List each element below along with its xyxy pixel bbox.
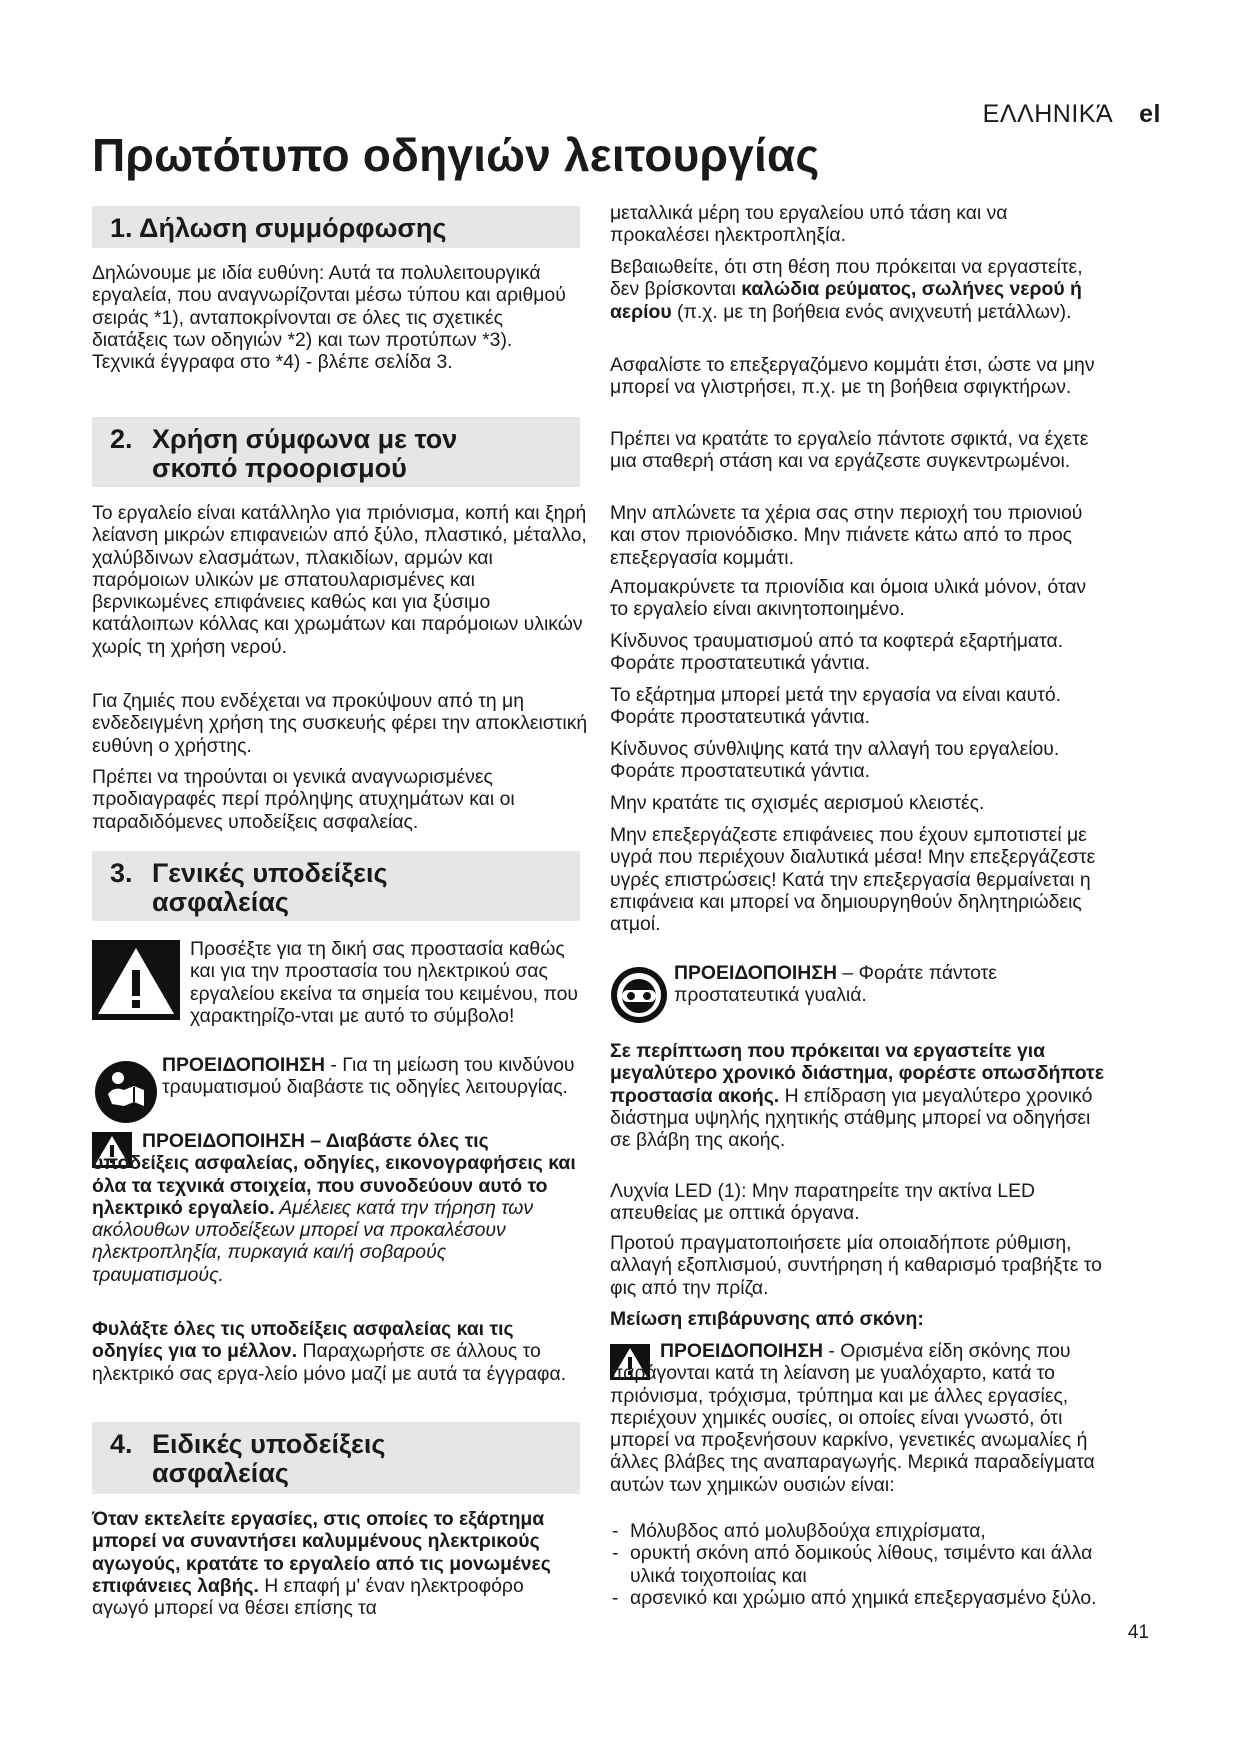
language-code: el [1139, 100, 1161, 128]
right-paragraph-1: μεταλλικά μέρη του εργαλείου υπό τάση και να προκαλέσει ηλεκτροπληξία. [610, 202, 1008, 247]
page-title: Πρωτότυπο οδηγιών λειτουργίας [92, 129, 820, 181]
right-paragraph-4: Πρέπει να κρατάτε το εργαλείο πάντοτε σφικτά, να έχετε μια σταθερή στάση και να εργάζεστε συγκεντρωμένοι. [610, 428, 1089, 473]
right-paragraph-6: Απομακρύνετε τα πριονίδια και όμοια υλικά μόνον, όταν το εργαλείο είναι ακινητοποιημένο. [610, 576, 1087, 621]
right-paragraph-10: Μην κρατάτε τις σχισμές αερισμού κλειστές. [610, 792, 985, 814]
read-manual-warning [162, 1054, 582, 1099]
section-4-paragraph-1 [92, 1508, 580, 1619]
section-3-title-line2: ασφαλείας [152, 887, 289, 917]
dust-heading-text: Μείωση επιβάρυνσης από σκόνη: [610, 1308, 924, 1330]
section-4-title-line2: ασφαλείας [152, 1458, 289, 1488]
hearing-protection [610, 1040, 1106, 1151]
led-warning: Λυχνία LED (1): Μην παρατηρείτε την ακτίνα LED απευθείας με οπτικά όργανα. [610, 1180, 1036, 1225]
section-2-heading [92, 417, 580, 487]
section-2-paragraph-3: Πρέπει να τηρούνται οι γενικά αναγνωρισμένες προδιαγραφές περί πρόληψης ατυχημάτων και οι παραδιδόμενες υποδείξεις ασφαλείας. [92, 766, 515, 833]
right-paragraph-11: Μην επεξεργάζεστε επιφάνειες που έχουν εμποτιστεί με υγρά που περιέχουν διαλυτικά μέσα! Μην επεξεργάζεστε υγρές επιστρώσεις! Κατά την επεξεργασία θερμαίνεται η επιφάνεια και μπορεί να δημιουργηθούν δηλητηριώδεις ατμοί. [610, 824, 1096, 936]
language-name: ΕΛΛΗΝΙΚΆ [982, 100, 1114, 128]
hearing-protection-text: Η επίδραση για μεγαλύτερο χρονικό διάστημα υψηλής ηχητικής στάθμης μπορεί να οδηγήσει σε βλάβη της ακοής. [610, 1084, 1093, 1152]
section-1-number: 1. [110, 213, 133, 243]
right-paragraph-2-bold: καλώδια ρεύματος, σωλήνες νερού ή αερίου [610, 278, 1082, 323]
right-paragraph-9: Κίνδυνος σύνθλιψης κατά την αλλαγή του εργαλείου. Φοράτε προστατευτικά γάντια. [610, 738, 1060, 783]
dust-warning [610, 1340, 1106, 1496]
section-2-number: 2. [110, 424, 133, 454]
right-paragraph-2-c: (π.χ. με τη βοήθεια ενός ανιχνευτή μετάλλων). [671, 300, 1072, 323]
right-paragraph-3: Ασφαλίστε το επεξεργαζόμενο κομμάτι έτσι, ώστε να μην μπορεί να γλιστρήσει, π.χ. με τη βοήθεια σφιγκτήρων. [610, 354, 1095, 399]
section-1-body: Δηλώνουμε με ιδία ευθύνη: Αυτά τα πολυλειτουργικά εργαλεία, που αναγνωρίζονται μέσω τύπου και αριθμού σειράς *1), ανταποκρίνονται σε όλες τις σχετικές διατάξεις των οδηγιών *2) και των προτύπων *3). Τεχνικά έγγραφα στο *4) - βλέπε σελίδα 3. [92, 262, 566, 374]
section-1-heading [92, 206, 580, 248]
keep-instructions-bold: Φυλάξτε όλες τις υποδείξεις ασφαλείας και τις οδηγίες για το μέλλον. [92, 1318, 514, 1363]
keep-instructions-text: Παραχωρήστε σε άλλους το ηλεκτρικό σας εργα-λείο μόνο μαζί με αυτά τα έγγραφα. [92, 1340, 567, 1385]
safety-goggles-icon [610, 966, 668, 1024]
read-all-warning-italic: Αμέλειες κατά την τήρηση των ακόλουθων υποδείξεων μπορεί να προκαλέσουν ηλεκτροπληξία, πυρκαγιά και/ή σοβαρούς τραυματισμούς. [92, 1196, 534, 1286]
right-paragraph-5: Μην απλώνετε τα χέρια σας στην περιοχή του πριονιού και στον πριονόδισκο. Μην πιάνετε κάτω από το προς επεξεργασία κομμάτι. [610, 502, 1083, 569]
section-4-heading [92, 1422, 580, 1494]
dust-heading [610, 1308, 1106, 1330]
right-paragraph-7: Κίνδυνος τραυματισμού από τα κοφτερά εξαρτήματα. Φοράτε προστατευτικά γάντια. [610, 630, 1064, 675]
section-2-title-line1: Χρήση σύμφωνα με τον [152, 424, 458, 454]
section-3-heading [92, 851, 580, 921]
unplug-instruction: Προτού πραγματοποιήσετε μία οποιαδήποτε ρύθμιση, αλλαγή εξοπλισμού, συντήρηση ή καθαρισμό τραβήξτε το φις από την πρίζα. [610, 1232, 1102, 1299]
page-number: 41 [1127, 1622, 1149, 1643]
read-all-warning-bold: ΠΡΟΕΙΔΟΠΟΙΗΣΗ – Διαβάστε όλες τις υποδείξεις ασφαλείας, οδηγίες, εικονογραφήσεις και όλα τα τεχνικά στοιχεία, που συνοδεύουν αυτό το ηλεκτρικό εργαλείο. [92, 1130, 576, 1219]
section-2-paragraph-2: Για ζημιές που ενδέχεται να προκύψουν από τη μη ενδεδειγμένη χρήση της συσκευής φέρει την αποκλειστική ευθύνη ο χρήστης. [92, 690, 588, 757]
goggles-warning-label: ΠΡΟΕΙΔΟΠΟΙΗΣΗ [674, 962, 837, 984]
section-3-title-line1: Γενικές υποδείξεις [152, 858, 388, 888]
section-4-title-line1: Ειδικές υποδείξεις [152, 1429, 386, 1459]
read-manual-icon [94, 1060, 158, 1124]
dust-warning-label: ΠΡΟΕΙΔΟΠΟΙΗΣΗ [660, 1340, 823, 1362]
section-4-paragraph-1-bold: Όταν εκτελείτε εργασίες, στις οποίες το εξάρτημα μπορεί να συναντήσει καλυμμένους ηλεκτρικούς αγωγούς, κρατάτε το εργαλείο από τις μονωμένες επιφάνειες λαβής. [92, 1508, 551, 1597]
warning-triangle-icon [92, 940, 180, 1020]
list-item: - αρσενικό και χρώμιο από χημικά επεξεργασμένο ξύλο. [610, 1587, 1106, 1609]
dust-substance-list [610, 1520, 1106, 1609]
right-paragraph-2 [610, 256, 1106, 323]
goggles-warning-text: – Φοράτε πάντοτε προστατευτικά γυαλιά. [674, 962, 997, 1007]
section-1-title: Δήλωση συμμόρφωσης [139, 213, 447, 243]
read-all-warning [92, 1130, 580, 1286]
keep-instructions [92, 1318, 580, 1385]
section-2-title-line2: σκοπό προορισμού [152, 453, 407, 483]
goggles-warning [674, 962, 1104, 1007]
read-manual-warning-text: - Για τη μείωση του κινδύνου τραυματισμού διαβάστε τις οδηγίες λειτουργίας. [162, 1054, 575, 1099]
section-2-paragraph-1: Το εργαλείο είναι κατάλληλο για πριόνισμα, κοπή και ξηρή λείανση μικρών επιφανειών από ξύλο, πλαστικό, μέταλλο, χαλύβδινων ελασμάτων, πλακιδίων, αρμών και παρόμοιων υλικών με σπατουλαρισμένες και βερνικωμένες επιφάνειες καθώς και για ξύσιμο κατάλοιπων κόλλας και χρωμάτων και παρόμοιων υλικών χωρίς τη χρήση νερού. [92, 502, 587, 658]
dust-warning-text: - Ορισμένα είδη σκόνης που παράγονται κατά τη λείανση με γυαλόχαρτο, κατά το πριόνισμα, τρόχισμα, τρύπημα και με άλλες εργασίες, περιέχουν χημικές ουσίες, οι οποίες είναι γνωστό, ότι μπορεί να προξενήσουν καρκίνο, γενετικές ανωμαλίες ή άλλες βλάβες της αναπαραγωγής. Μερικά παραδείγματα αυτών των χημικών ουσιών είναι: [610, 1340, 1095, 1496]
warning-symbol-text [190, 938, 580, 1027]
list-item: - ορυκτή σκόνη από δομικούς λίθους, τσιμέντο και άλλα υλικά τοιχοποιίας και [610, 1542, 1106, 1587]
warning-symbol-text-content: Προσέξτε για τη δική σας προστασία καθώς και για την προστασία του ηλεκτρικού σας εργαλείου εκείνα τα σημεία του κειμένου, που χαρακτηρίζο-νται με αυτό το σύμβολο! [190, 938, 579, 1027]
list-item: - Μόλυβδος από μολυβδούχα επιχρίσματα, [610, 1520, 1106, 1542]
right-paragraph-2-a: Βεβαιωθείτε, ότι στη θέση που πρόκειται να εργαστείτε, δεν βρίσκονται [610, 256, 1083, 301]
section-3-number: 3. [110, 858, 133, 888]
hearing-protection-bold: Σε περίπτωση που πρόκειται να εργαστείτε για μεγαλύτερο χρονικό διάστημα, φορέστε οπωσδήποτε προστασία ακοής. [610, 1040, 1104, 1107]
section-4-number: 4. [110, 1429, 133, 1459]
section-4-paragraph-1-text: Η επαφή μ' έναν ηλεκτροφόρο αγωγό μπορεί να θέσει επίσης τα [92, 1574, 524, 1620]
read-manual-warning-label: ΠΡΟΕΙΔΟΠΟΙΗΣΗ [162, 1054, 325, 1076]
language-header [983, 100, 1161, 129]
right-paragraph-8: Το εξάρτημα μπορεί μετά την εργασία να είναι καυτό. Φοράτε προστατευτικά γάντια. [610, 684, 1062, 729]
